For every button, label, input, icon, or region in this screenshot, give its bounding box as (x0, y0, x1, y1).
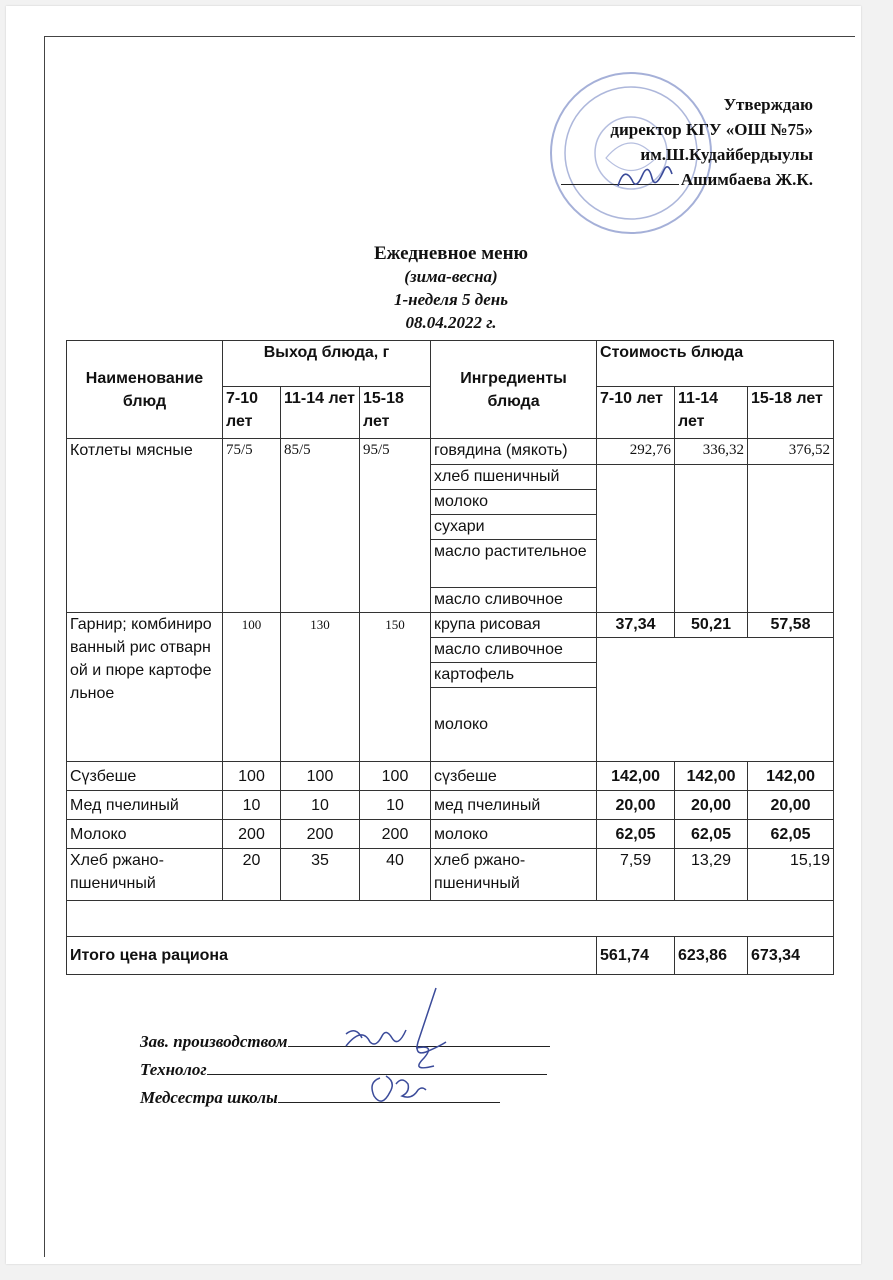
yield-3: 10 (360, 791, 431, 820)
total-cost-3: 673,34 (748, 937, 834, 975)
table-row (67, 762, 834, 791)
header-yield: Выход блюда, г (223, 341, 431, 387)
technologist-label: Технолог (140, 1060, 207, 1079)
empty-cell (67, 901, 834, 937)
yield-1: 100 (223, 762, 281, 791)
cost-2: 142,00 (675, 762, 748, 791)
cost-1: 37,34 (597, 613, 675, 638)
cost-1: 292,76 (597, 439, 675, 465)
empty-cell (748, 465, 834, 613)
dish-name: Котлеты мясные (67, 439, 223, 613)
production-label: Зав. производством (140, 1032, 288, 1051)
cost-2: 20,00 (675, 791, 748, 820)
approval-line-2: директор КГУ «ОШ №75» (610, 120, 813, 139)
approval-line-4 (561, 167, 813, 192)
signature-block (140, 1028, 550, 1112)
empty-cell (597, 465, 675, 613)
dish-name: Сүзбеше (67, 762, 223, 791)
header-cost-age-2: 11-14 лет (675, 387, 748, 439)
cost-3: 20,00 (748, 791, 834, 820)
title-date: 08.04.2022 г. (405, 313, 497, 332)
yield-2: 200 (281, 820, 360, 849)
dish-name: Хлеб ржано-пшеничный (67, 849, 223, 901)
nurse-label: Медсестра школы (140, 1088, 278, 1107)
director-name: Ашимбаева Ж.К. (680, 170, 813, 189)
header-yield-age-1: 7-10 лет (223, 387, 281, 439)
yield-3: 150 (360, 613, 431, 762)
table-row (67, 820, 834, 849)
cost-3: 15,19 (748, 849, 834, 901)
cost-3: 376,52 (748, 439, 834, 465)
title-week: 1-неделя 5 день (394, 290, 508, 309)
yield-1: 75/5 (223, 439, 281, 613)
ingredient: сухари (431, 515, 597, 540)
yield-3: 100 (360, 762, 431, 791)
menu-title (46, 242, 856, 334)
ingredient: молоко (431, 688, 597, 762)
signature-nurse (140, 1084, 550, 1112)
yield-1: 200 (223, 820, 281, 849)
signature-line (278, 1085, 500, 1103)
ingredient: хлеб ржано-пшеничный (431, 849, 597, 901)
table-row (67, 613, 834, 638)
total-cost-2: 623,86 (675, 937, 748, 975)
cost-1: 62,05 (597, 820, 675, 849)
cost-3: 142,00 (748, 762, 834, 791)
cost-1: 142,00 (597, 762, 675, 791)
yield-2: 100 (281, 762, 360, 791)
table-row (67, 849, 834, 901)
yield-1: 20 (223, 849, 281, 901)
header-cost: Стоимость блюда (597, 341, 834, 387)
ingredient: мед пчелиный (431, 791, 597, 820)
cost-2: 62,05 (675, 820, 748, 849)
yield-3: 200 (360, 820, 431, 849)
ingredient: сүзбеше (431, 762, 597, 791)
dish-name: Мед пчелиный (67, 791, 223, 820)
ingredient: говядина (мякоть) (431, 439, 597, 465)
ingredient: молоко (431, 490, 597, 515)
table-spacer-row (67, 901, 834, 937)
ingredient: картофель (431, 663, 597, 688)
empty-cell (597, 638, 834, 762)
ingredient: крупа рисовая (431, 613, 597, 638)
total-label: Итого цена рациона (67, 937, 597, 975)
yield-2: 85/5 (281, 439, 360, 613)
yield-3: 40 (360, 849, 431, 901)
cost-3: 57,58 (748, 613, 834, 638)
header-cost-age-3: 15-18 лет (748, 387, 834, 439)
signature-line (288, 1029, 550, 1047)
yield-2: 10 (281, 791, 360, 820)
ingredient: молоко (431, 820, 597, 849)
ingredient: масло сливочное (431, 638, 597, 663)
table-row (67, 439, 834, 465)
header-yield-age-3: 15-18 лет (360, 387, 431, 439)
cost-1: 20,00 (597, 791, 675, 820)
cost-1: 7,59 (597, 849, 675, 901)
approval-line-1: Утверждаю (723, 95, 813, 114)
document-page (6, 6, 861, 1264)
table-row (67, 791, 834, 820)
ingredient: масло сливочное (431, 588, 597, 613)
cost-2: 13,29 (675, 849, 748, 901)
signature-production (140, 1028, 550, 1056)
ingredient: масло растительное (431, 540, 597, 588)
title-main: Ежедневное меню (373, 243, 529, 264)
yield-1: 10 (223, 791, 281, 820)
yield-2: 130 (281, 613, 360, 762)
approval-line-3: им.Ш.Кудайбердыулы (640, 145, 813, 164)
header-name: Наименование блюд (67, 341, 223, 439)
yield-3: 95/5 (360, 439, 431, 613)
ingredient: хлеб пшеничный (431, 465, 597, 490)
dish-name: Гарнир; комбинированный рис отварной и пюре картофельное (67, 613, 223, 762)
header-yield-age-2: 11-14 лет (281, 387, 360, 439)
title-season: (зима-весна) (404, 267, 498, 286)
header-ingredients: Ингредиенты блюда (431, 341, 597, 439)
empty-cell (675, 465, 748, 613)
table-total-row (67, 937, 834, 975)
signature-technologist (140, 1056, 550, 1084)
dish-name: Молоко (67, 820, 223, 849)
signature-line (561, 168, 679, 185)
menu-table (66, 340, 834, 975)
yield-2: 35 (281, 849, 360, 901)
yield-1: 100 (223, 613, 281, 762)
cost-2: 336,32 (675, 439, 748, 465)
total-cost-1: 561,74 (597, 937, 675, 975)
cost-2: 50,21 (675, 613, 748, 638)
cost-3: 62,05 (748, 820, 834, 849)
approval-block (561, 92, 813, 192)
header-cost-age-1: 7-10 лет (597, 387, 675, 439)
signature-line (207, 1057, 547, 1075)
